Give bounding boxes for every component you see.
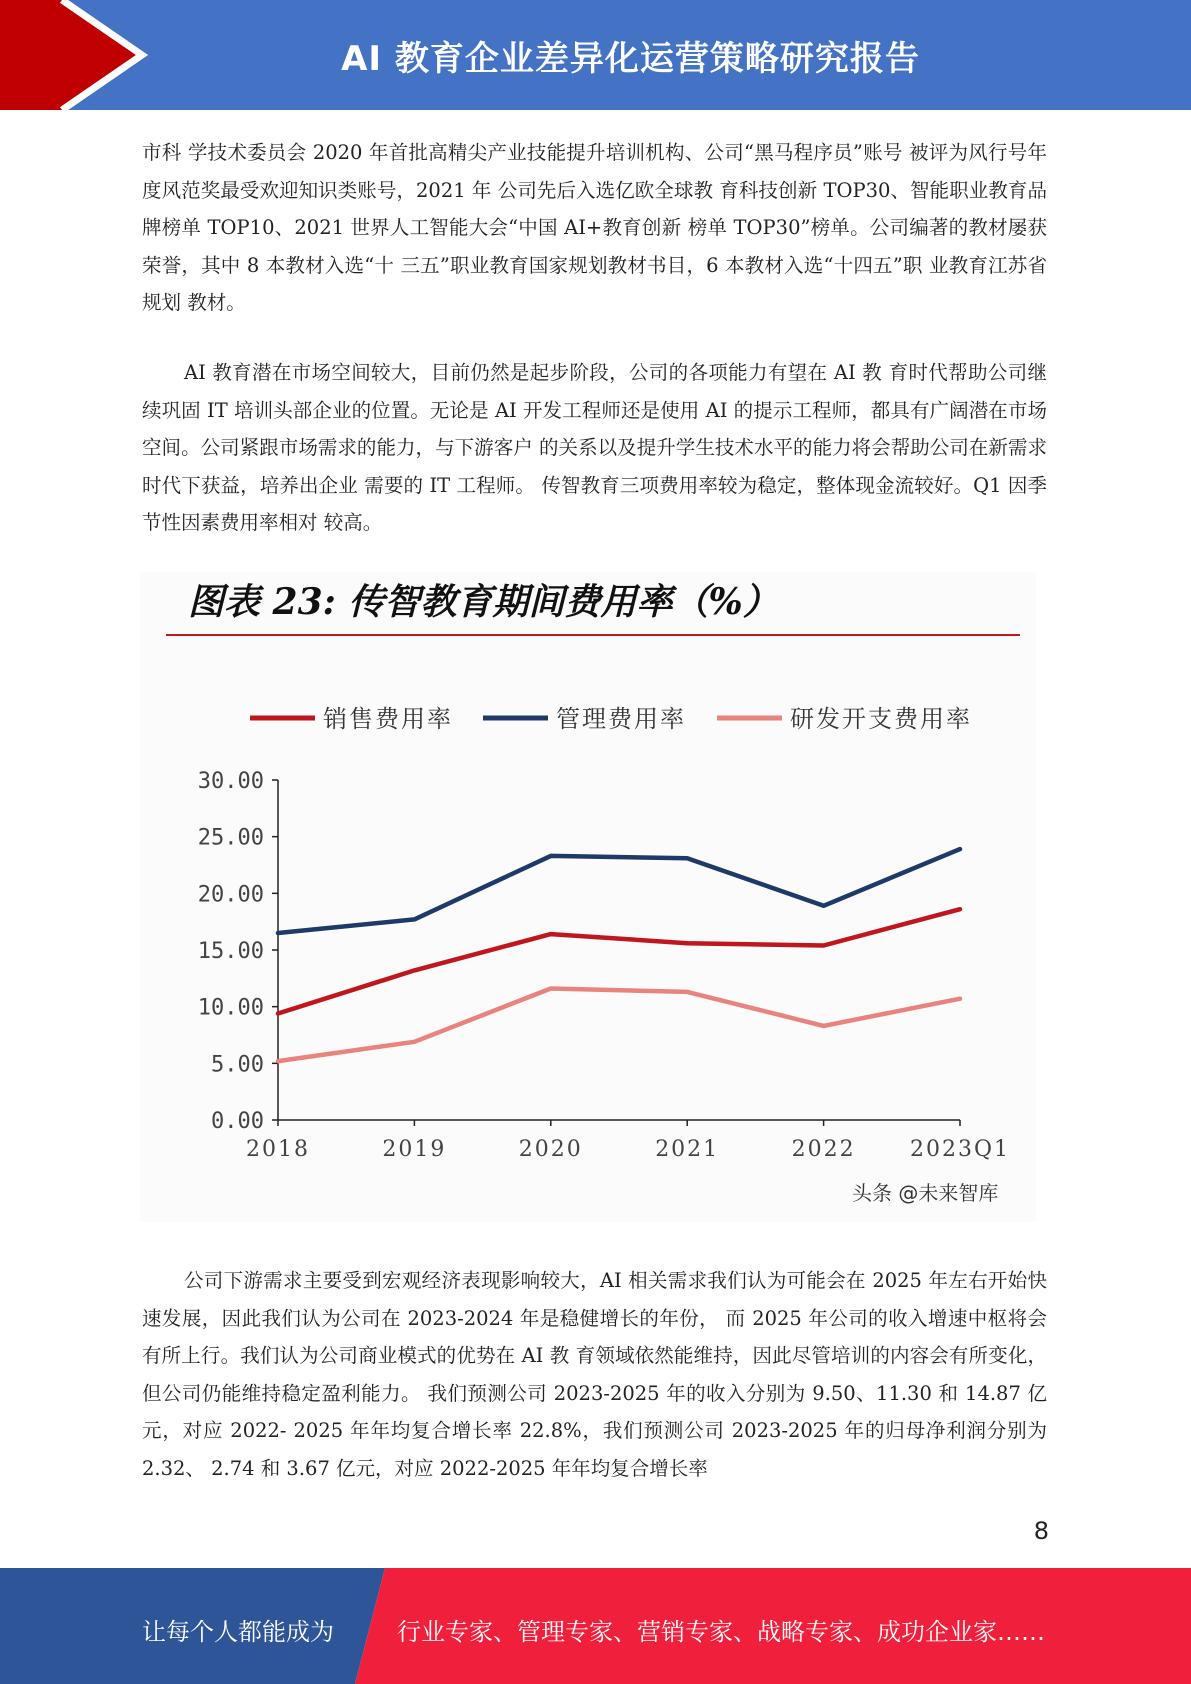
chart-series [276, 847, 962, 1063]
data-point [822, 943, 826, 947]
data-point [958, 847, 962, 851]
y-tick-label: 30.00 [197, 769, 264, 794]
legend-label-1: 销售费用率 [323, 705, 453, 733]
body-paragraph-2: AI 教育潜在市场空间较大，目前仍然是起步阶段，公司的各项能力有望在 AI 教 育时代帮助公司继续巩固 IT 培训头部企业的位置。无论是 AI 开发工程师还是使用 AI 的提示工程师，都具有广阔潜在市场空间。公司紧跟市场需求的能力，与下游客户 的关系以及提升学生技术水平的能力将会帮助公司在新需求时代下获益，培养出企业 需要的 IT 工程师。 传智教育三项费用率较为稳定，整体现金流较好。Q1 因季节性因素费用率相对 较高。 [142, 361, 1047, 534]
header-banner [0, 0, 1191, 110]
data-point [276, 931, 280, 935]
data-point [549, 932, 553, 936]
line-chart [140, 572, 1036, 1222]
data-point [412, 968, 416, 972]
x-tick-label: 2022 [791, 1137, 856, 1162]
chart-title: 图表 23: 传智教育期间费用率（%） [188, 581, 779, 623]
y-tick-label: 10.00 [197, 995, 264, 1021]
body-paragraph-1: 市科 学技术委员会 2020 年首批高精尖产业技能提升培训机构、公司“黑马程序员”账号 被评为风行号年度风范奖最受欢迎知识类账号，2021 年 公司先后入选亿欧全球教 育科技创新 TOP30、智能职业教育品牌榜单 TOP10、2021 世界人工智能大会“中国 AI+教育创新 榜单 TOP30”榜单。公司编著的教材屡获荣誉，其中 8 本教材入选“十 三五”职业教育国家规划教材书目，6 本教材入选“十四五”职 业教育江苏省规划 教材。 [142, 141, 1047, 314]
y-tick-label: 5.00 [211, 1052, 264, 1078]
chart-legend [250, 705, 972, 733]
chart-figure [140, 572, 1036, 1222]
chart-watermark: 头条 @未来智库 [852, 1181, 999, 1205]
data-point [685, 990, 689, 994]
data-point [958, 997, 962, 1001]
y-tick-label: 0.00 [211, 1109, 264, 1134]
chart-axes [198, 769, 1010, 1162]
y-tick-label: 20.00 [197, 882, 264, 908]
data-point [549, 987, 553, 991]
x-tick-label: 2021 [655, 1137, 720, 1162]
x-tick-label: 2023Q1 [909, 1137, 1011, 1162]
data-point [412, 917, 416, 921]
series-line-2 [278, 849, 960, 933]
document-title: AI 教育企业差异化运营策略研究报告 [341, 38, 920, 79]
data-point [412, 1040, 416, 1044]
data-point [958, 907, 962, 911]
x-tick-label: 2018 [246, 1137, 310, 1162]
data-point [276, 1011, 280, 1015]
y-tick-label: 25.00 [197, 825, 264, 851]
footer-slogan-right: 行业专家、管理专家、营销专家、战略专家、成功企业家…… [397, 1618, 1045, 1646]
y-tick-label: 15.00 [197, 939, 264, 964]
data-point [822, 904, 826, 908]
footer-slogan-left: 让每个人都能成为 [142, 1618, 334, 1646]
x-tick-label: 2020 [518, 1137, 583, 1162]
page-number: 8 [1033, 1517, 1049, 1545]
data-point [685, 941, 689, 945]
header-red-arrow [0, 0, 150, 110]
series-line-3 [278, 989, 960, 1062]
data-point [276, 1059, 280, 1063]
data-point [549, 854, 553, 858]
data-point [685, 856, 689, 860]
legend-label-2: 管理费用率 [556, 705, 686, 733]
data-point [822, 1024, 826, 1028]
body-paragraph-3: 公司下游需求主要受到宏观经济表现影响较大，AI 相关需求我们认为可能会在 2025 年左右开始快速发展，因此我们认为公司在 2023-2024 年是稳健增长的年份， 而 2025 年公司的收入增速中枢将会有所上行。我们认为公司商业模式的优势在 AI 教 育领域依然能维持，因此尽管培训的内容会有所变化，但公司仍能维持稳定盈利能力。 我们预测公司 2023-2025 年的收入分别为 9.50、11.30 和 14.87 亿元，对应 2022- 2025 年年均复合增长率 22.8%，我们预测公司 2023-2025 年的归母净利润分别为 2.32、 2.74 和 3.67 亿元，对应 2022-2025 年年均复合增长率 [142, 1269, 1047, 1480]
x-tick-label: 2019 [382, 1137, 447, 1162]
legend-label-3: 研发开支费用率 [790, 705, 972, 733]
